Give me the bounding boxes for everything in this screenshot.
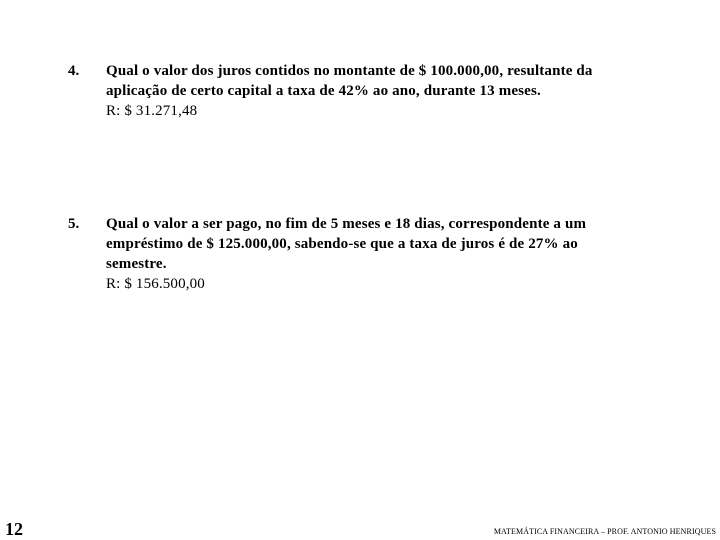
question-number: 4. xyxy=(68,63,80,79)
question-text-block xyxy=(106,61,626,121)
question-text-block xyxy=(106,214,611,294)
question-answer: R: $ 156.500,00 xyxy=(106,276,205,292)
question-number: 5. xyxy=(68,216,80,232)
question-text: Qual o valor dos juros contidos no montante de $ 100.000,00, resultante da aplicação de certo capital a taxa de 42% ao ano, durante 13 meses. xyxy=(106,63,593,99)
footer-text: MATEMÁTICA FINANCEIRA – PROF. ANTONIO HENRIQUES xyxy=(493,527,716,536)
question-text: Qual o valor a ser pago, no fim de 5 meses e 18 dias, correspondente a um empréstimo de $ 125.000,00, sabendo-se que a taxa de juros é de 27% ao semestre. xyxy=(106,216,587,272)
question-answer: R: $ 31.271,48 xyxy=(106,103,198,119)
page-number: 12 xyxy=(5,519,23,539)
